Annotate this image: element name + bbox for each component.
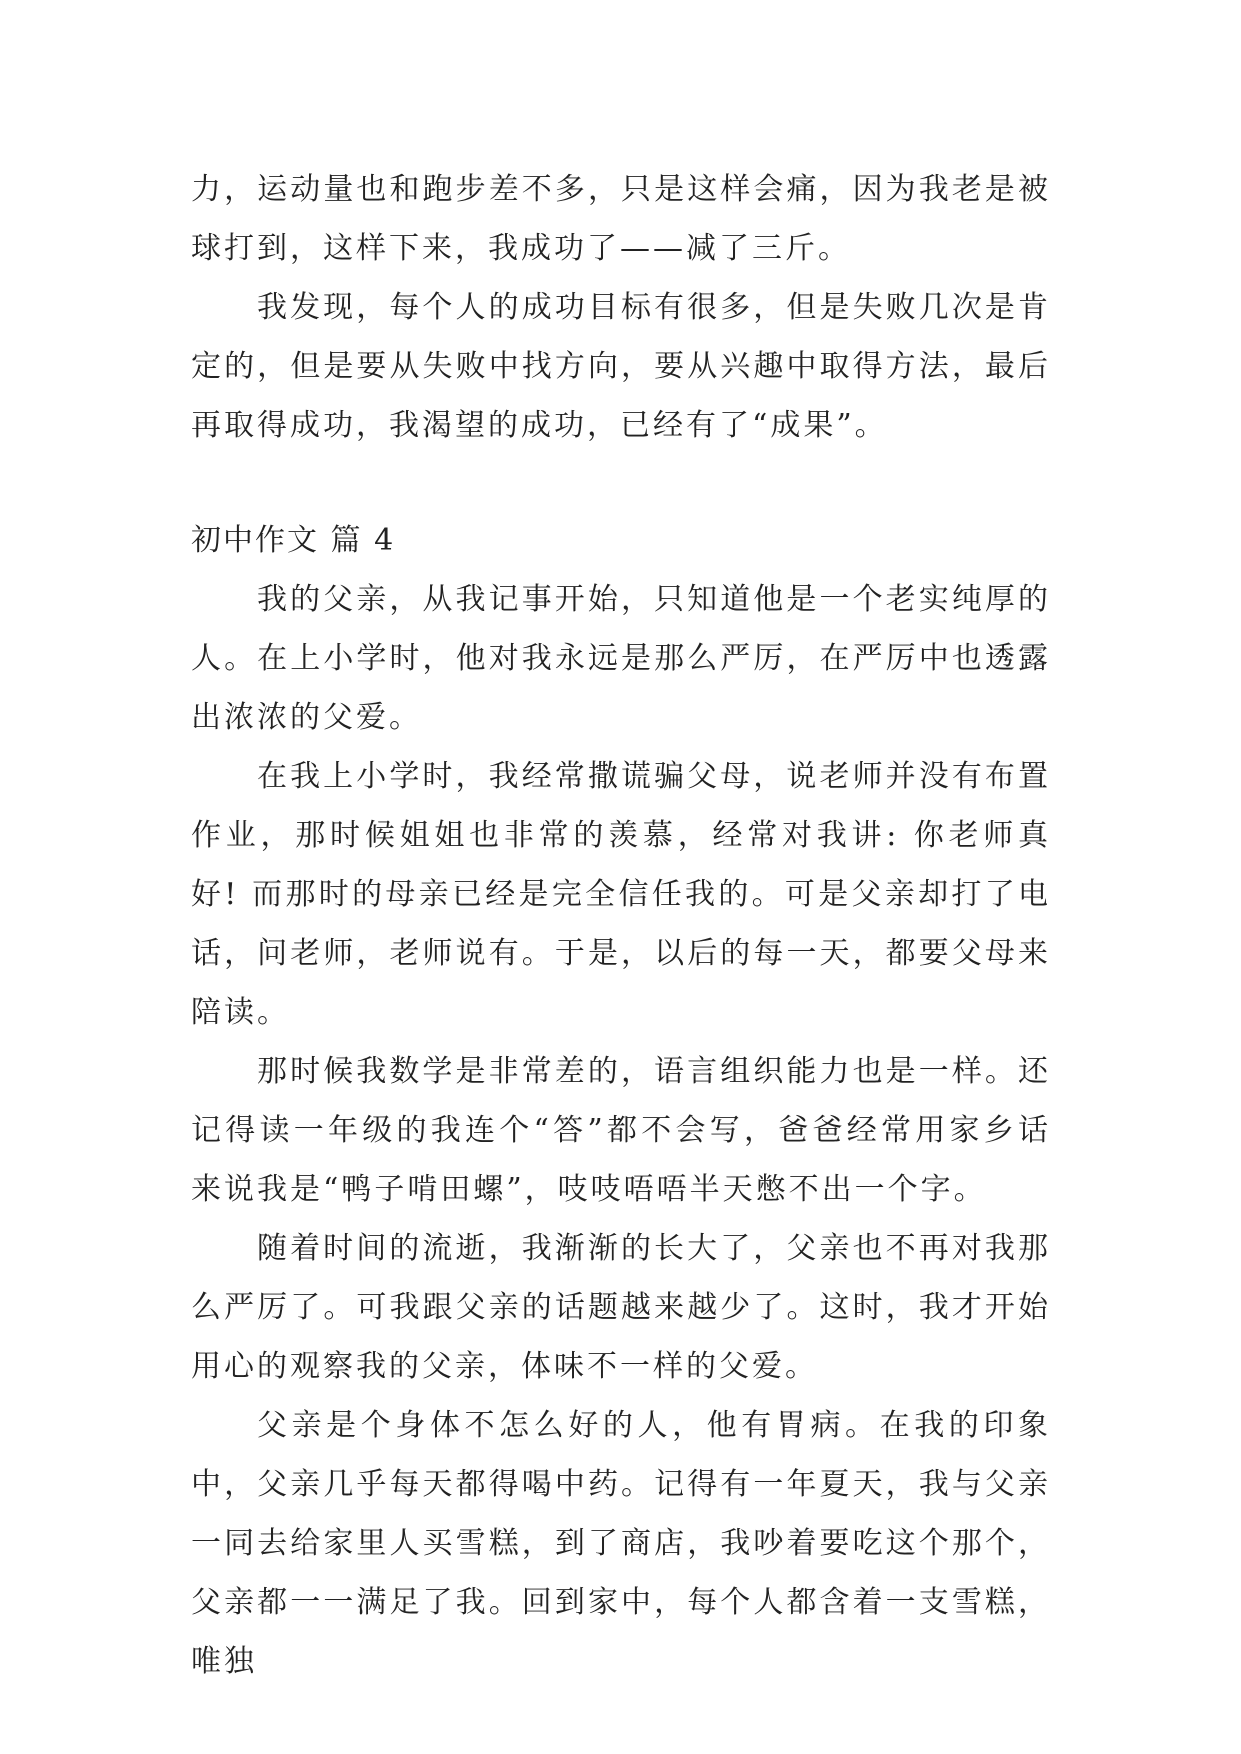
paragraph: 我的父亲，从我记事开始，只知道他是一个老实纯厚的人。在上小学时，他对我永远是那么严厉，在严厉中也透露出浓浓的父爱。 bbox=[191, 582, 1051, 735]
section-title: 初中作文 篇 4 bbox=[191, 523, 396, 558]
paragraph: 那时候我数学是非常差的，语言组织能力也是一样。还记得读一年级的我连个“答”都不会写，爸爸经常用家乡话来说我是“鸭子啃田螺”，吱吱唔唔半天憋不出一个字。 bbox=[191, 1054, 1051, 1207]
paragraph: 我发现，每个人的成功目标有很多，但是失败几次是肯定的，但是要从失败中找方向，要从兴趣中取得方法，最后再取得成功，我渴望的成功，已经有了“成果”。 bbox=[191, 290, 1051, 443]
paragraph-continued: 力，运动量也和跑步差不多，只是这样会痛，因为我老是被球打到，这样下来，我成功了——减了三斤。 bbox=[191, 172, 1051, 266]
document-body bbox=[191, 160, 1051, 1691]
paragraph: 父亲是个身体不怎么好的人，他有胃病。在我的印象中，父亲几乎每天都得喝中药。记得有一年夏天，我与父亲一同去给家里人买雪糕，到了商店，我吵着要吃这个那个，父亲都一一满足了我。回到家中，每个人都含着一支雪糕，唯独 bbox=[191, 1408, 1051, 1679]
paragraph: 随着时间的流逝，我渐渐的长大了，父亲也不再对我那么严厉了。可我跟父亲的话题越来越少了。这时，我才开始用心的观察我的父亲，体味不一样的父爱。 bbox=[191, 1231, 1051, 1384]
section-spacer bbox=[191, 455, 1051, 511]
paragraph: 在我上小学时，我经常撒谎骗父母，说老师并没有布置作业，那时候姐姐也非常的羡慕，经常对我讲: 你老师真好! 而那时的母亲已经是完全信任我的。可是父亲却打了电话，问老师，老师说有。于是，以后的每一天，都要父母来陪读。 bbox=[191, 759, 1051, 1030]
